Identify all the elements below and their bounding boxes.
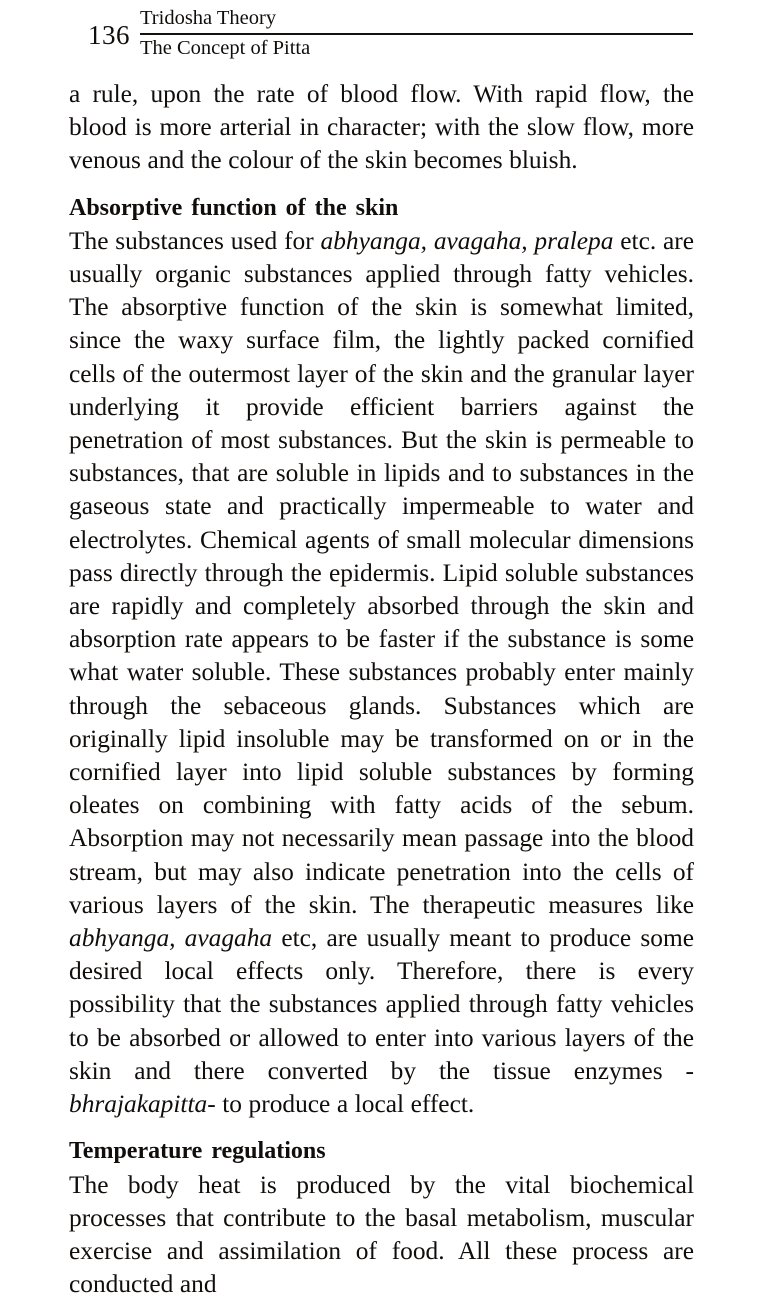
running-head bbox=[88, 6, 694, 64]
heading-temperature-regulations: Temperature regulations bbox=[69, 1135, 694, 1168]
paragraph-continued: a rule, upon the rate of blood flow. With rapid flow, the blood is more arterial in character; with the slow flow, more venous and the colour of the skin becomes bluish. bbox=[69, 78, 694, 178]
paragraph-temperature-regulations: The body heat is produced by the vital biochemical processes that contribute to the basal metabolism, muscular exercise and assimilation of food. All these process are conducted and bbox=[69, 1169, 694, 1301]
running-head-chapter-title: The Concept of Pitta bbox=[140, 36, 694, 61]
sanskrit-term-bhrajakapitta: bhrajakapitta- bbox=[69, 1090, 216, 1118]
text-segment: to produce a local effect. bbox=[216, 1090, 475, 1118]
page-number: 136 bbox=[88, 6, 140, 49]
running-head-book-title: Tridosha Theory bbox=[140, 6, 694, 31]
spacer bbox=[69, 1121, 694, 1135]
sanskrit-term-abhyanga-avagaha-pralepa: abhyanga, avagaha, pralepa bbox=[321, 227, 614, 255]
text-segment: etc. are usually organic substances applied through fatty vehicles. The absorptive function of the skin is somewhat limited, since the waxy surface film, the lightly packed cornified cells of the outermost layer of the skin and the granular layer underlying it provide efficient barriers against the penetration of most substances. But the skin is permeable to substances, that are soluble in lipids and to substances in the gaseous state and practically impermeable to water and electrolytes. Chemical agents of small molecular dimensions pass directly through the epidermis. Lipid soluble substances are rapidly and completely absorbed through the skin and absorption rate appears to be faster if the substance is some what water soluble. These substances probably enter mainly through the sebaceous glands. Substances which are originally lipid insoluble may be transformed on or in the cornified layer into lipid soluble substances by forming oleates on combining with fatty acids of the sebum. Absorption may not necessarily mean passage into the blood stream, but may also indicate penetration into the cells of various layers of the skin. The therapeutic measures like bbox=[69, 227, 694, 919]
paragraph-absorptive-function bbox=[69, 225, 694, 1121]
running-head-rule bbox=[140, 33, 693, 35]
text-segment: etc, are usually meant to produce some desired local effects only. Therefore, there is every possibility that the substances applied through fatty vehicles to be absorbed or allowed to enter into various layers of the skin and there converted by the tissue enzymes - bbox=[69, 924, 694, 1085]
sanskrit-term-abhyanga-avagaha: abhyanga, avagaha bbox=[69, 924, 272, 952]
heading-absorptive-function: Absorptive function of the skin bbox=[69, 192, 694, 225]
text-segment: The substances used for bbox=[69, 227, 321, 255]
spacer bbox=[69, 178, 694, 192]
text-column bbox=[69, 78, 694, 1301]
running-head-titles bbox=[140, 6, 694, 61]
